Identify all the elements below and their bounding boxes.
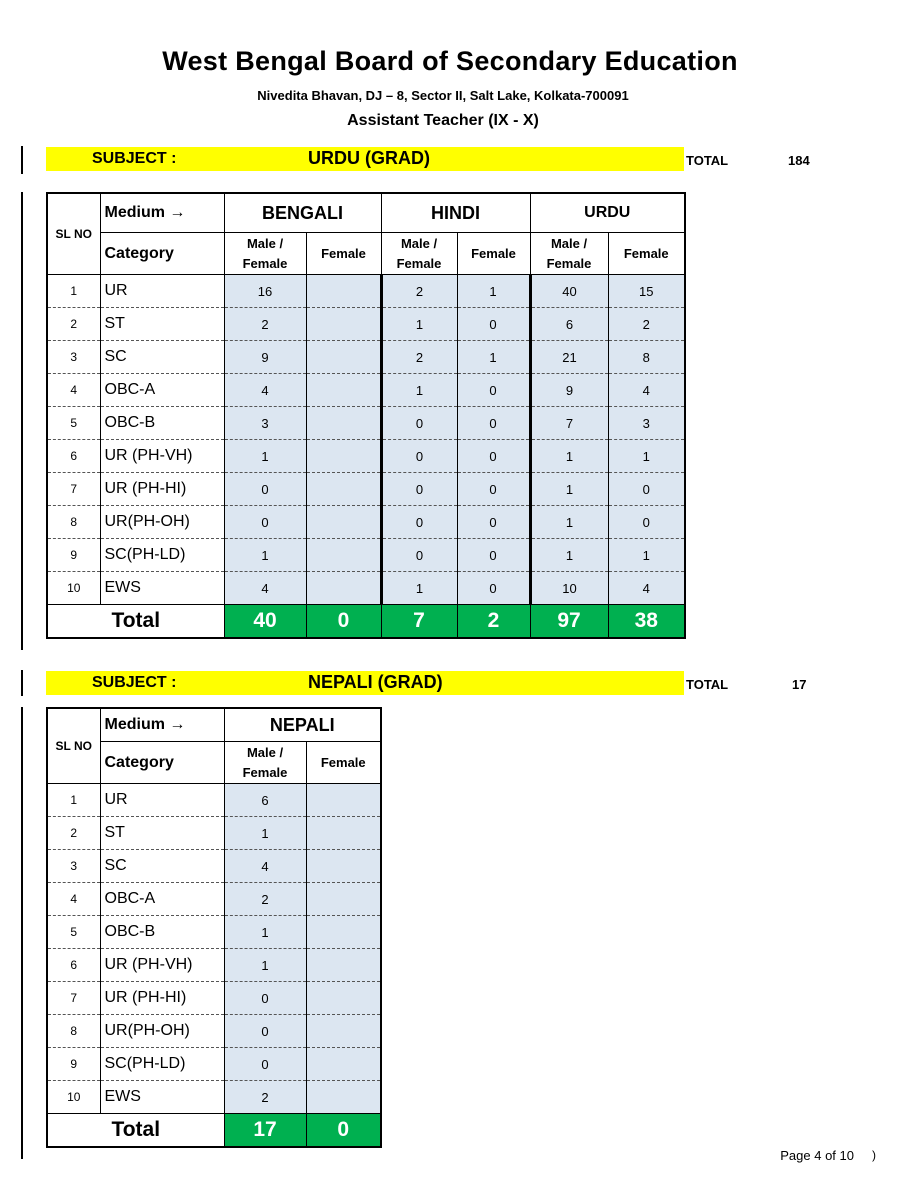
table-row xyxy=(47,407,685,440)
value-cell: 10 xyxy=(530,572,608,605)
value-cell xyxy=(306,916,381,949)
total-row-label: Total xyxy=(47,605,224,639)
value-cell xyxy=(306,817,381,850)
total-value-nepali: 17 xyxy=(792,677,807,692)
category-cell: SC xyxy=(100,341,224,374)
value-cell: 1 xyxy=(457,341,530,374)
value-cell: 0 xyxy=(381,473,457,506)
total-value-cell: 0 xyxy=(306,1114,381,1148)
value-cell: 40 xyxy=(530,275,608,308)
category-header: Category xyxy=(100,742,224,784)
category-cell: UR (PH-VH) xyxy=(100,949,224,982)
sl-no-cell: 2 xyxy=(47,308,100,341)
value-cell: 2 xyxy=(381,341,457,374)
value-cell: 2 xyxy=(381,275,457,308)
value-cell: 1 xyxy=(224,539,306,572)
female-header: Female xyxy=(306,742,381,784)
table-row xyxy=(47,883,381,916)
value-cell: 0 xyxy=(457,374,530,407)
category-cell: UR(PH-OH) xyxy=(100,1015,224,1048)
value-cell: 0 xyxy=(457,308,530,341)
sl-no-cell: 5 xyxy=(47,916,100,949)
value-cell: 0 xyxy=(224,982,306,1015)
value-cell: 0 xyxy=(381,506,457,539)
category-cell: SC(PH-LD) xyxy=(100,1048,224,1081)
value-cell: 2 xyxy=(608,308,685,341)
value-cell xyxy=(306,407,381,440)
total-label: TOTAL xyxy=(686,677,729,692)
medium-urdu: URDU xyxy=(530,193,685,233)
value-cell: 1 xyxy=(608,539,685,572)
medium-nepali: NEPALI xyxy=(224,708,381,742)
value-cell: 6 xyxy=(530,308,608,341)
medium-hindi: HINDI xyxy=(381,193,530,233)
sl-no-cell: 9 xyxy=(47,539,100,572)
total-row-label: Total xyxy=(47,1114,224,1148)
value-cell xyxy=(306,1015,381,1048)
category-cell: UR (PH-VH) xyxy=(100,440,224,473)
value-cell: 9 xyxy=(530,374,608,407)
total-value-cell: 97 xyxy=(530,605,608,639)
left-margin-mark xyxy=(21,192,23,650)
total-label: TOTAL xyxy=(686,153,729,168)
value-cell: 4 xyxy=(224,572,306,605)
value-cell: 7 xyxy=(530,407,608,440)
female-header: Female xyxy=(306,233,381,275)
table-row xyxy=(47,916,381,949)
value-cell: 2 xyxy=(224,308,306,341)
value-cell: 0 xyxy=(381,440,457,473)
table-row xyxy=(47,440,685,473)
value-cell xyxy=(306,572,381,605)
value-cell xyxy=(306,982,381,1015)
value-cell: 1 xyxy=(457,275,530,308)
male-female-header: Male / Female xyxy=(530,233,608,275)
value-cell: 1 xyxy=(381,308,457,341)
value-cell: 0 xyxy=(381,539,457,572)
sl-no-cell: 6 xyxy=(47,949,100,982)
sl-no-cell: 10 xyxy=(47,572,100,605)
value-cell: 15 xyxy=(608,275,685,308)
value-cell xyxy=(306,275,381,308)
male-female-header: Male / Female xyxy=(224,742,306,784)
value-cell: 0 xyxy=(457,473,530,506)
sl-no-cell: 4 xyxy=(47,883,100,916)
value-cell: 0 xyxy=(457,407,530,440)
table-row xyxy=(47,1048,381,1081)
sl-no-cell: 9 xyxy=(47,1048,100,1081)
value-cell: 6 xyxy=(224,784,306,817)
table-row xyxy=(47,817,381,850)
value-cell: 0 xyxy=(457,440,530,473)
table-row xyxy=(47,784,381,817)
value-cell xyxy=(306,341,381,374)
sl-no-cell: 10 xyxy=(47,1081,100,1114)
medium-bengali: BENGALI xyxy=(224,193,381,233)
value-cell: 0 xyxy=(224,1015,306,1048)
value-cell: 1 xyxy=(530,539,608,572)
value-cell: 2 xyxy=(224,883,306,916)
value-cell xyxy=(306,374,381,407)
value-cell: 1 xyxy=(530,473,608,506)
female-header: Female xyxy=(608,233,685,275)
medium-header: Medium → xyxy=(100,193,224,233)
nepali-vacancy-table xyxy=(46,707,382,1148)
table-row xyxy=(47,374,685,407)
table-row xyxy=(47,506,685,539)
value-cell: 4 xyxy=(608,374,685,407)
value-cell xyxy=(306,506,381,539)
table-row xyxy=(47,539,685,572)
value-cell: 2 xyxy=(224,1081,306,1114)
sl-no-cell: 3 xyxy=(47,341,100,374)
category-cell: OBC-B xyxy=(100,407,224,440)
value-cell: 1 xyxy=(381,572,457,605)
value-cell: 0 xyxy=(224,1048,306,1081)
subject-label: SUBJECT : xyxy=(92,674,177,691)
post-name: Assistant Teacher (IX - X) xyxy=(347,112,539,129)
sl-no-cell: 7 xyxy=(47,982,100,1015)
value-cell: 1 xyxy=(608,440,685,473)
value-cell xyxy=(306,308,381,341)
value-cell: 1 xyxy=(530,506,608,539)
value-cell: 0 xyxy=(224,473,306,506)
subject-name-urdu: URDU (GRAD) xyxy=(308,148,430,168)
category-cell: EWS xyxy=(100,1081,224,1114)
value-cell: 1 xyxy=(224,949,306,982)
value-cell: 3 xyxy=(224,407,306,440)
category-cell: SC(PH-LD) xyxy=(100,539,224,572)
table-row xyxy=(47,275,685,308)
value-cell: 0 xyxy=(608,506,685,539)
sl-no-cell: 6 xyxy=(47,440,100,473)
table-row xyxy=(47,1081,381,1114)
value-cell: 0 xyxy=(457,539,530,572)
value-cell xyxy=(306,850,381,883)
total-value-cell: 2 xyxy=(457,605,530,639)
value-cell: 0 xyxy=(224,506,306,539)
value-cell: 4 xyxy=(224,374,306,407)
table-row xyxy=(47,572,685,605)
value-cell: 0 xyxy=(608,473,685,506)
value-cell: 1 xyxy=(224,440,306,473)
table-row xyxy=(47,850,381,883)
total-value-cell: 38 xyxy=(608,605,685,639)
table-row xyxy=(47,949,381,982)
sl-no-cell: 8 xyxy=(47,1015,100,1048)
category-cell: SC xyxy=(100,850,224,883)
urdu-vacancy-table xyxy=(46,192,686,639)
total-row xyxy=(47,605,685,639)
page-edge-fragment: ) xyxy=(872,1148,876,1162)
table-row xyxy=(47,341,685,374)
total-value-cell: 7 xyxy=(381,605,457,639)
board-address: Nivedita Bhavan, DJ – 8, Sector II, Salt Lake, Kolkata-700091 xyxy=(257,88,629,103)
sl-no-header: SL NO xyxy=(47,193,100,275)
value-cell xyxy=(306,473,381,506)
value-cell xyxy=(306,1048,381,1081)
table-row xyxy=(47,982,381,1015)
total-value-cell: 17 xyxy=(224,1114,306,1148)
value-cell: 21 xyxy=(530,341,608,374)
sl-no-cell: 8 xyxy=(47,506,100,539)
value-cell: 0 xyxy=(457,572,530,605)
value-cell: 1 xyxy=(224,916,306,949)
sl-no-header: SL NO xyxy=(47,708,100,784)
value-cell: 4 xyxy=(224,850,306,883)
category-cell: UR (PH-HI) xyxy=(100,473,224,506)
category-cell: OBC-A xyxy=(100,374,224,407)
total-value-cell: 40 xyxy=(224,605,306,639)
value-cell: 1 xyxy=(381,374,457,407)
value-cell: 1 xyxy=(530,440,608,473)
female-header: Female xyxy=(457,233,530,275)
male-female-header: Male / Female xyxy=(381,233,457,275)
total-value-cell: 0 xyxy=(306,605,381,639)
page-title: West Bengal Board of Secondary Education xyxy=(162,46,738,76)
value-cell xyxy=(306,784,381,817)
category-cell: UR xyxy=(100,275,224,308)
value-cell: 9 xyxy=(224,341,306,374)
subject-label: SUBJECT : xyxy=(92,150,177,167)
sl-no-cell: 3 xyxy=(47,850,100,883)
value-cell: 3 xyxy=(608,407,685,440)
value-cell: 0 xyxy=(457,506,530,539)
value-cell: 4 xyxy=(608,572,685,605)
sl-no-cell: 5 xyxy=(47,407,100,440)
sl-no-cell: 2 xyxy=(47,817,100,850)
value-cell: 1 xyxy=(224,817,306,850)
value-cell xyxy=(306,883,381,916)
category-cell: UR (PH-HI) xyxy=(100,982,224,1015)
male-female-header: Male / Female xyxy=(224,233,306,275)
table-row xyxy=(47,308,685,341)
category-cell: OBC-A xyxy=(100,883,224,916)
page-number: Page 4 of 10 xyxy=(780,1148,854,1163)
value-cell: 16 xyxy=(224,275,306,308)
category-cell: OBC-B xyxy=(100,916,224,949)
category-cell: ST xyxy=(100,308,224,341)
value-cell: 8 xyxy=(608,341,685,374)
medium-header: Medium → xyxy=(100,708,224,742)
sl-no-cell: 1 xyxy=(47,275,100,308)
value-cell xyxy=(306,1081,381,1114)
sl-no-cell: 7 xyxy=(47,473,100,506)
sl-no-cell: 4 xyxy=(47,374,100,407)
value-cell xyxy=(306,440,381,473)
category-cell: EWS xyxy=(100,572,224,605)
total-row xyxy=(47,1114,381,1148)
category-cell: ST xyxy=(100,817,224,850)
value-cell xyxy=(306,949,381,982)
category-cell: UR xyxy=(100,784,224,817)
category-header: Category xyxy=(100,233,224,275)
left-margin-mark xyxy=(21,146,23,174)
left-margin-mark xyxy=(21,670,23,696)
left-margin-mark xyxy=(21,707,23,1159)
total-value-urdu: 184 xyxy=(788,153,810,168)
category-cell: UR(PH-OH) xyxy=(100,506,224,539)
value-cell xyxy=(306,539,381,572)
table-row xyxy=(47,473,685,506)
sl-no-cell: 1 xyxy=(47,784,100,817)
subject-name-nepali: NEPALI (GRAD) xyxy=(308,672,443,692)
value-cell: 0 xyxy=(381,407,457,440)
table-row xyxy=(47,1015,381,1048)
